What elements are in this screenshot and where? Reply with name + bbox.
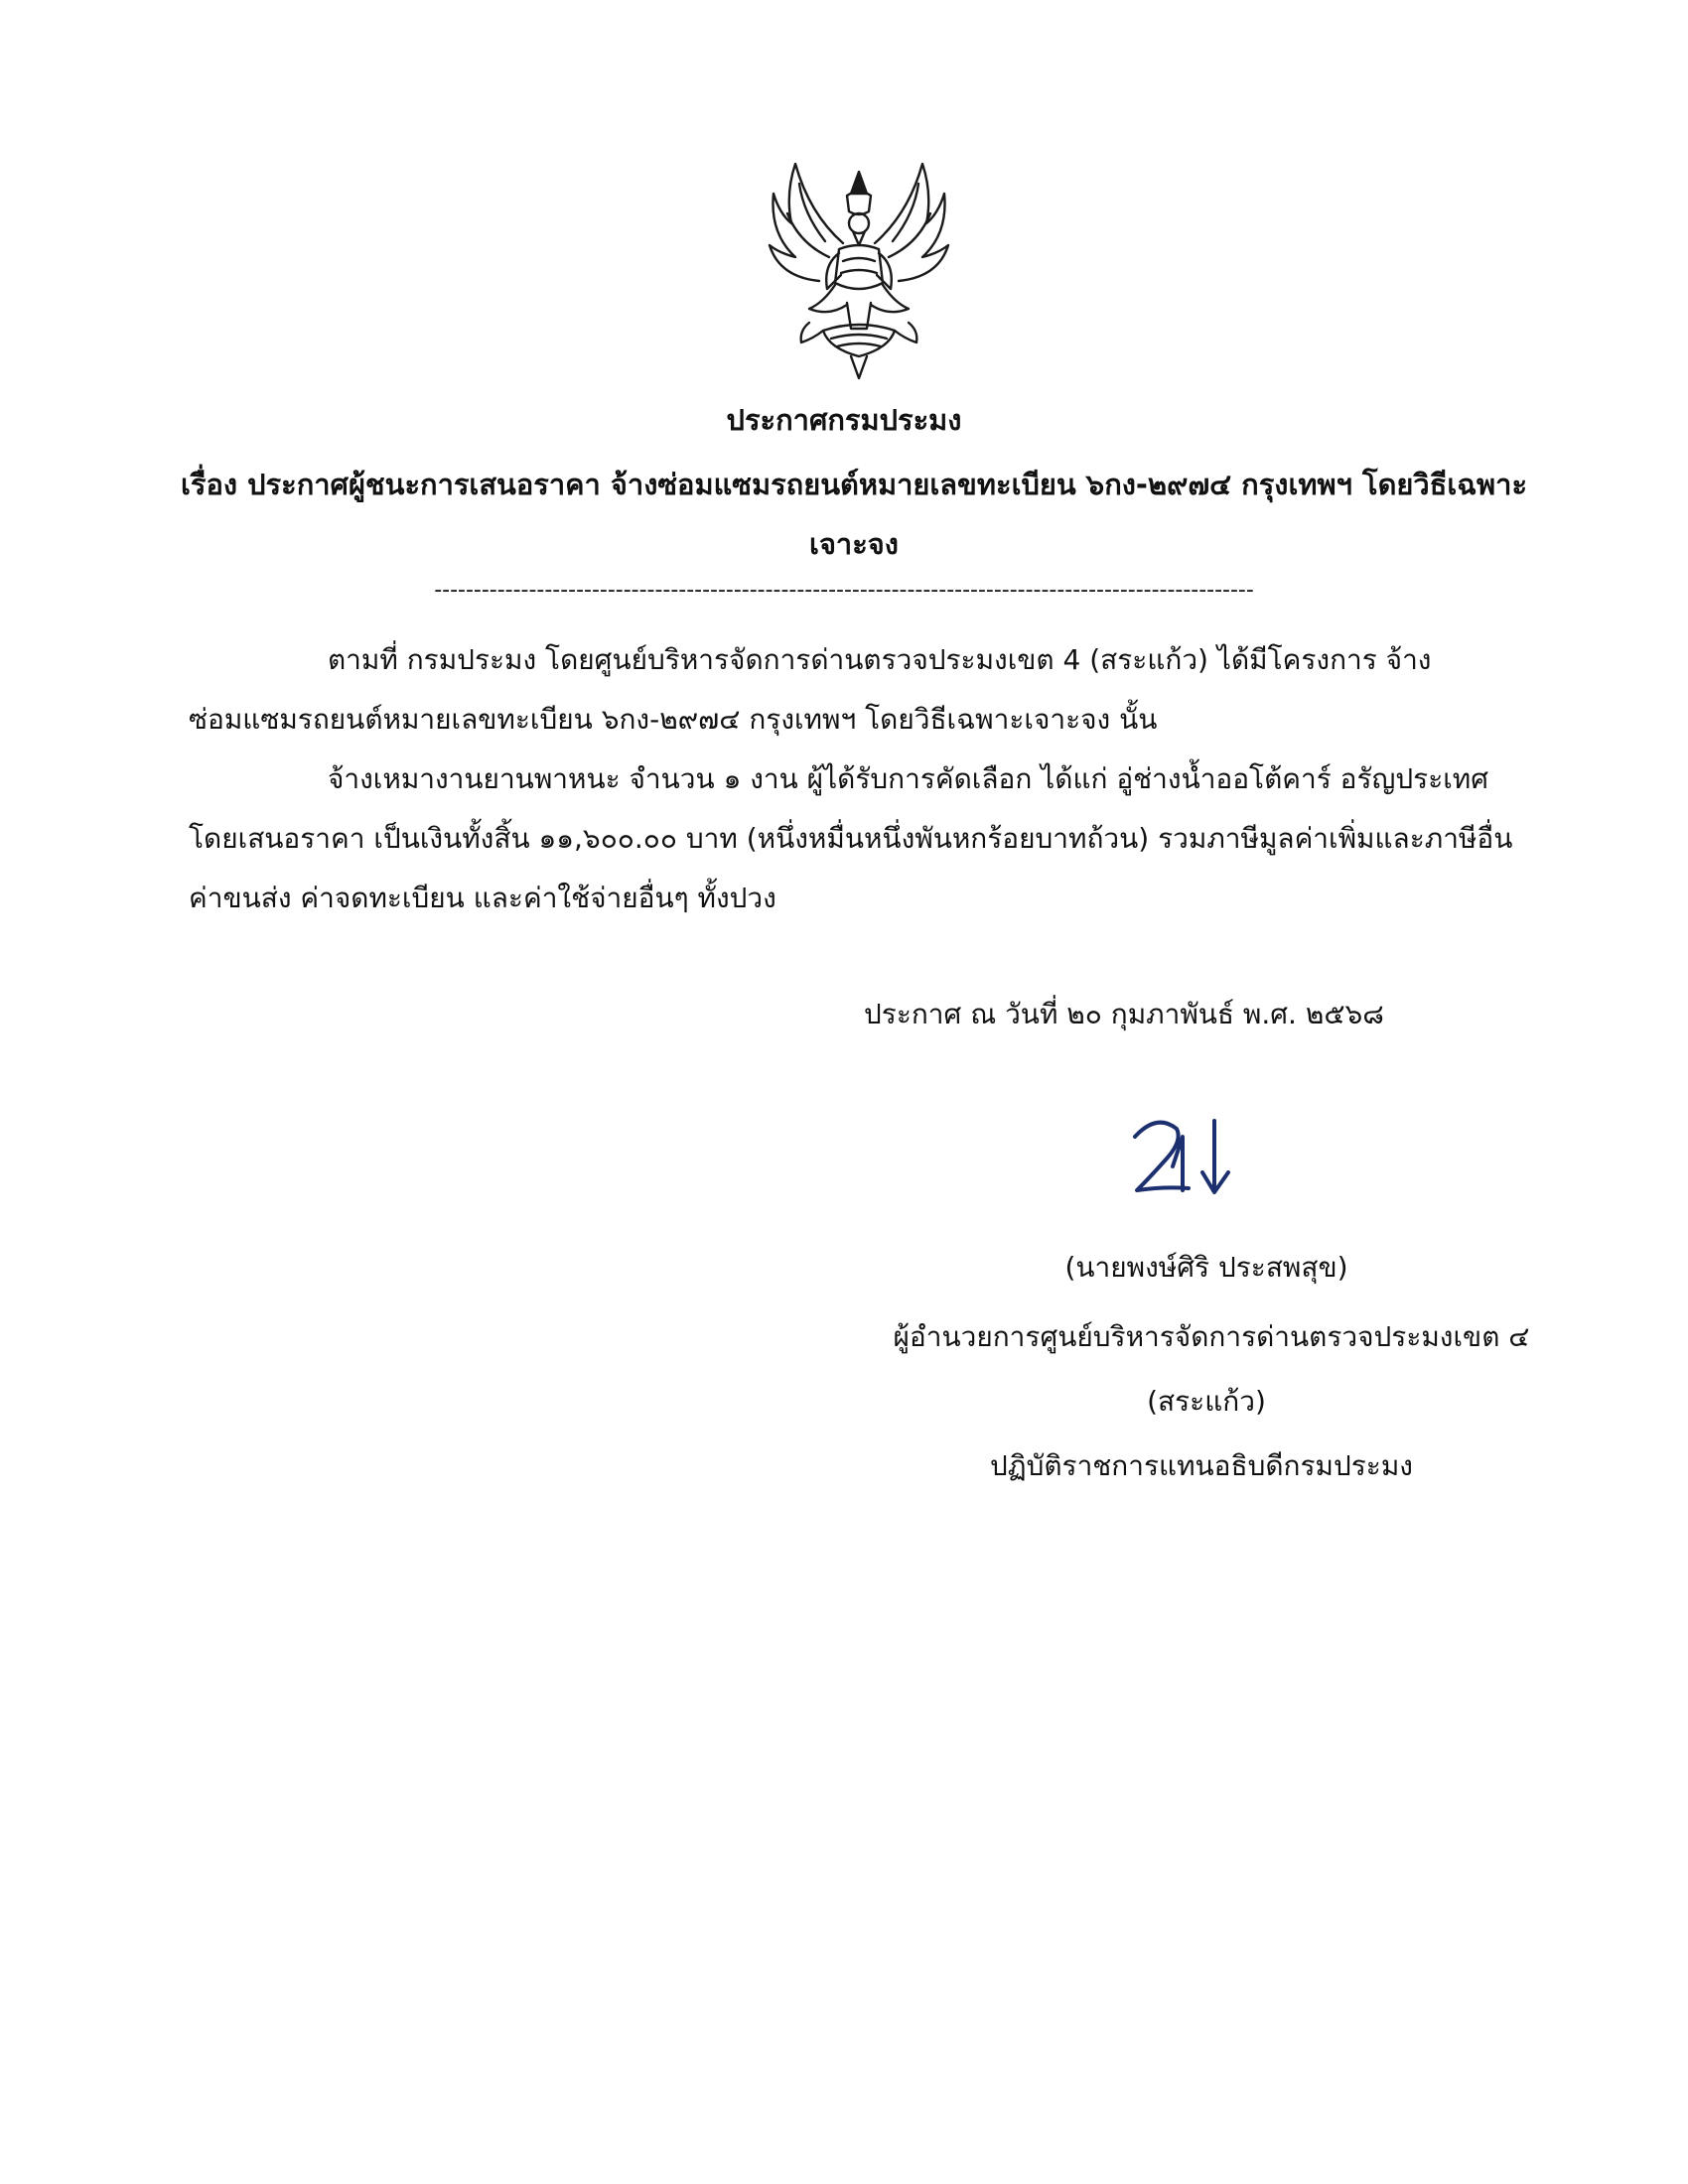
signatory-position-line-1: ผู้อำนวยการศูนย์บริหารจัดการด่านตรวจประมงเขต ๔ (893, 1320, 1530, 1353)
paragraph-project-text: ตามที่ กรมประมง โดยศูนย์บริหารจัดการด่านตรวจประมงเขต 4 (สระแก้ว) ได้มีโครงการ จ้างซ่อมแซมรถยนต์หมายเลขทะเบียน ๖กง-๒๙๗๔ กรุงเทพฯ โดยวิธีเฉพาะเจาะจง นั้น (189, 643, 1432, 736)
signatory-position-line-3: ปฏิบัติราชการแทนอธิบดีกรมประมง (990, 1449, 1413, 1482)
announcement-heading: ประกาศกรมประมง (726, 403, 962, 437)
garuda-emblem-icon (740, 154, 978, 392)
divider: -------------------------------------------------------------------------------------------------------- (434, 578, 1254, 603)
signatory-position-line-2: (สระแก้ว) (1147, 1385, 1266, 1418)
signature-icon (1117, 1107, 1246, 1206)
announcement-date: ประกาศ ณ วันที่ ๒๐ กุมภาพันธ์ พ.ศ. ๒๕๖๘ (864, 998, 1384, 1030)
signatory-name: (นายพงษ์ศิริ ประสพสุข) (1064, 1251, 1348, 1284)
paragraph-project (189, 630, 1529, 750)
announcement-subject: เรื่อง ประกาศผู้ชนะการเสนอราคา จ้างซ่อมแซมรถยนต์หมายเลขทะเบียน ๖กง-๒๙๗๔ กรุงเทพฯ โดยวิธีเฉพาะเจาะจง (180, 468, 1528, 561)
paragraph-winner-text: จ้างเหมางานยานพาหนะ จำนวน ๑ งาน ผู้ได้รับการคัดเลือก ได้แก่ อู่ช่างน้ำออโต้คาร์ อรัญประเทศ โดยเสนอราคา เป็นเงินทั้งสิ้น ๑๑,๖๐๐.๐๐ บาท (หนึ่งหมื่นหนึ่งพันหกร้อยบาทถ้วน) รวมภาษีมูลค่าเพิ่มและภาษีอื่น ค่าขนส่ง ค่าจดทะเบียน และค่าใช้จ่ายอื่นๆ ทั้งปวง (189, 762, 1513, 914)
paragraph-winner (189, 750, 1529, 928)
